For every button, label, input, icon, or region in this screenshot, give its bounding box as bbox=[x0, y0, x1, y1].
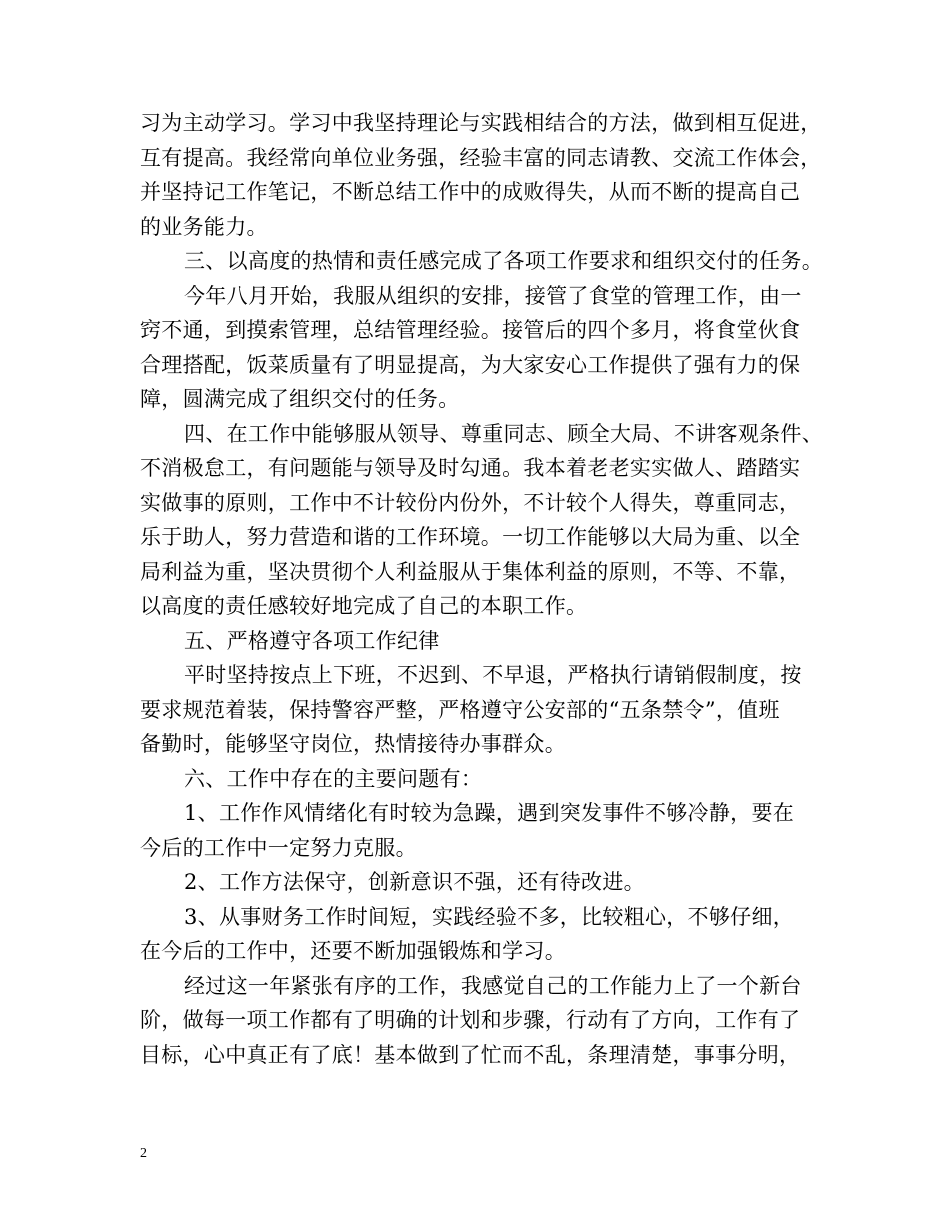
text-line: 目标，心中真正有了底！基本做到了忙而不乱，条理清楚，事事分明， bbox=[140, 1042, 801, 1067]
text-line: 并坚持记工作笔记，不断总结工作中的成败得失，从而不断的提高自己 bbox=[140, 180, 801, 204]
text-line: 四、在工作中能够服从领导、尊重同志、顾全大局、不讲客观条件、 bbox=[184, 421, 823, 446]
text-line: 1、工作作风情绪化有时较为急躁，遇到突发事件不够冷静，要在 bbox=[184, 801, 795, 825]
page-number: 2 bbox=[140, 1146, 147, 1161]
text-line: 乐于助人，努力营造和谐的工作环境。一切工作能够以大局为重、以全 bbox=[140, 525, 801, 549]
text-line: 五、严格遵守各项工作纪律 bbox=[184, 628, 440, 653]
text-line: 阶，做每一项工作都有了明确的计划和步骤，行动有了方向，工作有了 bbox=[140, 1008, 801, 1032]
text-line: 窍不通，到摸索管理，总结管理经验。接管后的四个多月，将食堂伙食 bbox=[140, 318, 801, 342]
text-line: 要求规范着装，保持警容严整，严格遵守公安部的“五条禁令”，值班 bbox=[140, 697, 780, 722]
text-line: 备勤时，能够坚守岗位，热情接待办事群众。 bbox=[140, 732, 566, 756]
text-line: 平时坚持按点上下班，不迟到、不早退，严格执行请销假制度，按 bbox=[184, 663, 802, 687]
text-line: 实做事的原则，工作中不计较份内份外，不计较个人得失，尊重同志， bbox=[140, 490, 801, 515]
text-line: 合理搭配，饭菜质量有了明显提高，为大家安心工作提供了强有力的保 bbox=[140, 352, 801, 377]
text-line: 以高度的责任感较好地完成了自己的本职工作。 bbox=[140, 594, 588, 618]
text-line: 3、从事财务工作时间短，实践经验不多，比较粗心，不够仔细， bbox=[184, 904, 795, 929]
text-line: 六、工作中存在的主要问题有： bbox=[184, 766, 483, 791]
text-line: 局利益为重，坚决贯彻个人利益服从于集体利益的原则，不等、不靠， bbox=[140, 559, 801, 584]
text-line: 的业务能力。 bbox=[140, 214, 268, 239]
text-line: 三、以高度的热情和责任感完成了各项工作要求和组织交付的任务。 bbox=[184, 249, 823, 273]
text-line: 今后的工作中一定努力克服。 bbox=[140, 835, 417, 860]
text-line: 互有提高。我经常向单位业务强，经验丰富的同志请教、交流工作体会， bbox=[140, 145, 822, 170]
text-line: 习为主动学习。学习中我坚持理论与实践相结合的方法，做到相互促进， bbox=[140, 111, 822, 135]
text-line: 在今后的工作中，还要不断加强锻炼和学习。 bbox=[140, 939, 566, 963]
text-line: 不消极怠工，有问题能与领导及时勾通。我本着老老实实做人、踏踏实 bbox=[140, 456, 801, 480]
text-line: 经过这一年紧张有序的工作，我感觉自己的工作能力上了一个新台 bbox=[184, 973, 802, 998]
text-line: 2、工作方法保守，创新意识不强，还有待改进。 bbox=[184, 870, 645, 894]
document-body bbox=[140, 106, 830, 1072]
text-line: 障，圆满完成了组织交付的任务。 bbox=[140, 387, 460, 411]
text-line: 今年八月开始，我服从组织的安排，接管了食堂的管理工作，由一 bbox=[184, 283, 802, 308]
